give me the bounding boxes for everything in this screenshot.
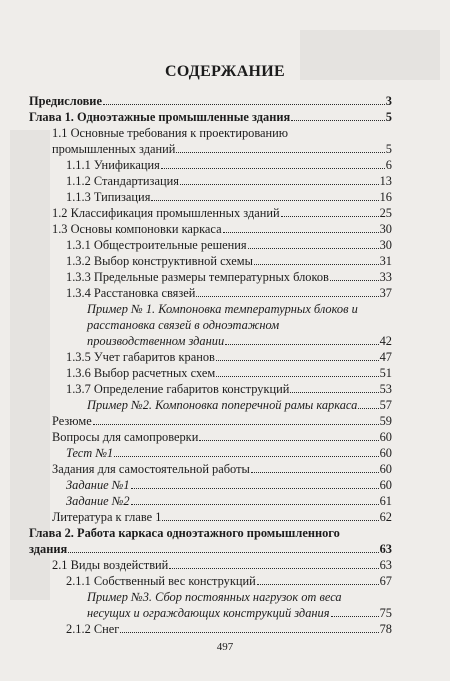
dot-leader (225, 344, 378, 345)
dot-leader (254, 264, 379, 265)
toc-entry-label: 1.1.3 Типизация (66, 190, 151, 204)
toc-entry-1-3-2[interactable] (66, 252, 392, 268)
dot-leader (358, 408, 378, 409)
toc-entry-label: несущих и ограждающих конструкций здания (87, 606, 330, 620)
toc-entry-page: 60 (379, 462, 392, 476)
dot-leader (196, 296, 378, 297)
toc-entry-1-3-5[interactable] (66, 348, 392, 364)
toc-entry-self-check[interactable] (52, 428, 392, 444)
dot-leader (257, 584, 379, 585)
toc-entry-page: 67 (379, 574, 392, 588)
toc-entry-page: 63 (379, 558, 392, 572)
toc-entry-label: Задание №1 (66, 478, 130, 492)
toc-entry-label: 2.1 Виды воздействий (52, 558, 169, 572)
toc-entry-page: 59 (379, 414, 392, 428)
toc-entry-page: 30 (379, 238, 392, 252)
toc-entry-example-3[interactable] (87, 604, 392, 620)
dot-leader (103, 104, 385, 105)
toc-entry-label: 1.3.6 Выбор расчетных схем (66, 366, 216, 380)
toc-entry-1-3[interactable] (52, 220, 392, 236)
toc-entry-assignments[interactable] (52, 460, 392, 476)
toc-entry-label: здания (29, 542, 68, 556)
toc-entry-label: Литература к главе 1 (52, 510, 162, 524)
dot-leader (162, 520, 378, 521)
toc-entry-page: 3 (385, 94, 392, 108)
toc-entry-label: 1.3.5 Учет габаритов кранов (66, 350, 215, 364)
toc-entry-2-1[interactable] (52, 556, 392, 572)
toc-entry-page: 60 (379, 478, 392, 492)
dot-leader (223, 232, 379, 233)
toc-entry-page: 75 (379, 606, 392, 620)
toc-entry-page: 31 (379, 254, 392, 268)
toc-entry-1-1[interactable] (52, 140, 392, 156)
toc-entry-label: промышленных зданий (52, 142, 176, 156)
dot-leader (248, 248, 379, 249)
toc-entry-page: 63 (379, 542, 392, 556)
toc-entry-page: 16 (379, 190, 392, 204)
toc-entry-2-1-1[interactable] (66, 572, 392, 588)
toc-entry-assignment-1[interactable] (66, 476, 392, 492)
toc-entry-page: 6 (385, 158, 392, 172)
toc-entry-chapter-1[interactable] (29, 108, 392, 124)
toc-entry-chapter-2[interactable] (29, 540, 392, 556)
toc-entry-page: 42 (379, 334, 392, 348)
toc-entry-page: 60 (379, 446, 392, 460)
dot-leader (216, 376, 378, 377)
toc-entry-page: 30 (379, 222, 392, 236)
toc-entry-label: производственном здании (87, 334, 225, 348)
dot-leader (120, 632, 378, 633)
toc-entry-label: Тест №1 (66, 446, 114, 460)
toc-entry-label: Резюме (52, 414, 92, 428)
toc-entry-page: 5 (385, 142, 392, 156)
toc-entry-label: 1.3.4 Расстановка связей (66, 286, 196, 300)
dot-leader (93, 424, 379, 425)
toc-entry-label: Пример №2. Компоновка поперечной рамы каркаса (87, 398, 358, 412)
toc-entry-references-1[interactable] (52, 508, 392, 524)
toc-entry-line: Глава 2. Работа каркаса одноэтажного промышленного (29, 526, 340, 540)
toc-entry-page: 78 (379, 622, 392, 636)
toc-entry-page: 37 (379, 286, 392, 300)
toc-entry-1-3-3[interactable] (66, 268, 392, 284)
dot-leader (176, 152, 384, 153)
toc-entry-label: Задание №2 (66, 494, 130, 508)
toc-entry-example-2[interactable] (87, 396, 392, 412)
toc-entry-1-2[interactable] (52, 204, 392, 220)
toc-entry-1-1-1[interactable] (66, 156, 392, 172)
toc-entry-test-1[interactable] (66, 444, 392, 460)
toc-entry-label: 1.3 Основы компоновки каркаса (52, 222, 222, 236)
toc-entry-page: 47 (379, 350, 392, 364)
toc-entry-page: 13 (379, 174, 392, 188)
toc-entry-label: 2.1.2 Снег (66, 622, 120, 636)
dot-leader (114, 456, 378, 457)
dot-leader (199, 440, 378, 441)
toc-entry-example-1[interactable] (87, 332, 392, 348)
toc-entry-preface[interactable] (29, 92, 392, 108)
dot-leader (330, 280, 379, 281)
dot-leader (151, 200, 378, 201)
toc-entry-1-3-4[interactable] (66, 284, 392, 300)
toc-entry-assignment-2[interactable] (66, 492, 392, 508)
toc-entry-line: расстановка связей в одноэтажном (87, 318, 280, 332)
dot-leader (251, 472, 379, 473)
dot-leader (169, 568, 378, 569)
toc-entry-1-3-1[interactable] (66, 236, 392, 252)
toc-entry-page: 5 (385, 110, 392, 124)
toc-entry-2-1-2[interactable] (66, 620, 392, 636)
page-number: 497 (216, 641, 234, 653)
toc-entry-page: 57 (379, 398, 392, 412)
toc-entry-label: 1.3.2 Выбор конструктивной схемы (66, 254, 253, 268)
toc-entry-line: Пример № 1. Компоновка температурных блоков и (87, 302, 358, 316)
toc-entry-label: 2.1.1 Собственный вес конструкций (66, 574, 256, 588)
toc-entry-line: 1.1 Основные требования к проектированию (52, 126, 289, 140)
toc-entry-label: 1.1.1 Унификация (66, 158, 160, 172)
toc-entry-summary[interactable] (52, 412, 392, 428)
toc-entry-page: 51 (379, 366, 392, 380)
toc-entry-page: 60 (379, 430, 392, 444)
toc-entry-label: 1.2 Классификация промышленных зданий (52, 206, 280, 220)
dot-leader (331, 616, 379, 617)
toc-entry-label: 1.1.2 Стандартизация (66, 174, 179, 188)
dot-leader (291, 120, 385, 121)
toc-entry-page: 61 (379, 494, 392, 508)
toc-entry-1-1-2[interactable] (66, 172, 392, 188)
dot-leader (161, 168, 385, 169)
dot-leader (131, 488, 379, 489)
toc-entry-label: 1.3.7 Определение габаритов конструкций (66, 382, 290, 396)
toc-entry-page: 33 (379, 270, 392, 284)
toc-entry-page: 25 (379, 206, 392, 220)
toc-entry-label: Предисловие (29, 94, 102, 108)
toc-entry-page: 62 (379, 510, 392, 524)
toc-entry-1-3-6[interactable] (66, 364, 392, 380)
page-title: СОДЕРЖАНИЕ (164, 63, 286, 80)
toc-entry-label: Задания для самостоятельной работы (52, 462, 250, 476)
toc-entry-label: Глава 1. Одноэтажные промышленные здания (29, 110, 291, 124)
dot-leader (180, 184, 379, 185)
dot-leader (216, 360, 379, 361)
toc-entry-1-1-3[interactable] (66, 188, 392, 204)
dot-leader (68, 552, 378, 553)
toc-entry-page: 53 (379, 382, 392, 396)
toc-entry-1-3-7[interactable] (66, 380, 392, 396)
dot-leader (131, 504, 379, 505)
toc-entry-label: 1.3.3 Предельные размеры температурных блоков (66, 270, 329, 284)
toc-entry-label: Вопросы для самопроверки (52, 430, 199, 444)
toc-entry-label: 1.3.1 Общестроительные решения (66, 238, 247, 252)
dot-leader (290, 392, 378, 393)
dot-leader (281, 216, 379, 217)
toc-entry-line: Пример №3. Сбор постоянных нагрузок от веса (87, 590, 342, 604)
